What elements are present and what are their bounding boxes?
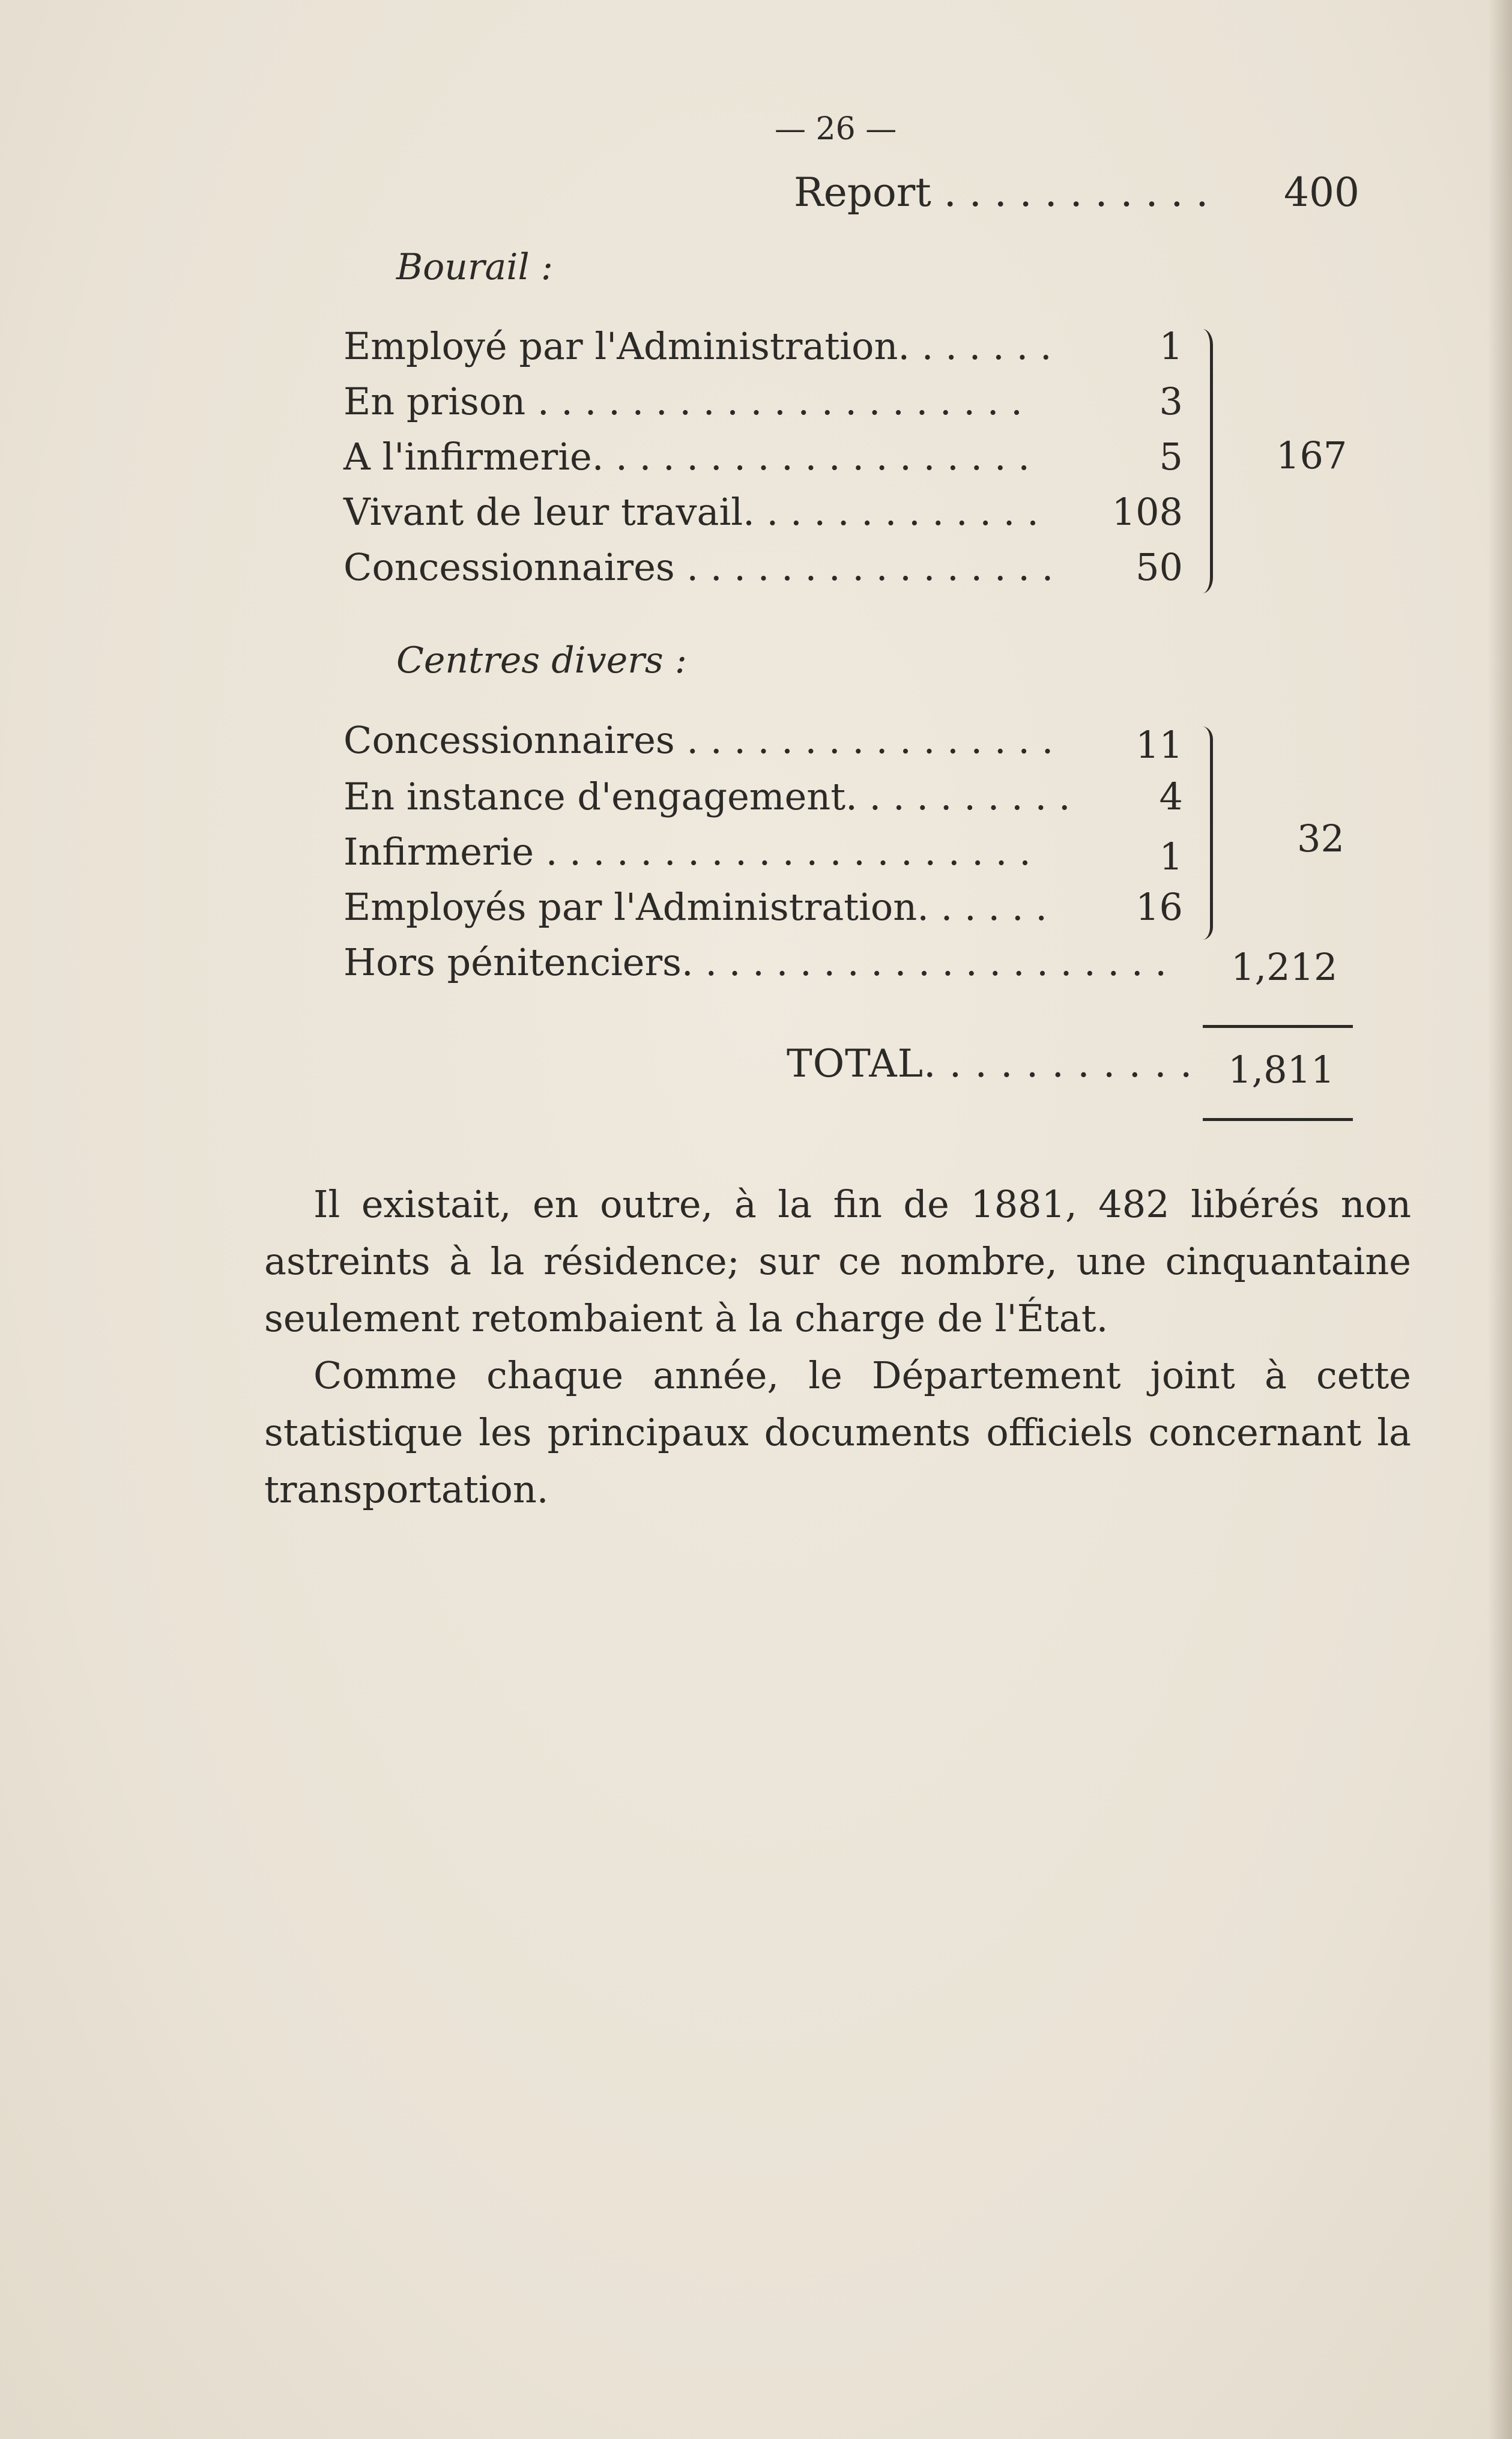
centres-brace [1192,727,1213,940]
centres-row-value: 16 [1136,885,1183,929]
total-rule-top [1203,1025,1353,1028]
centres-row-label: Infirmerie . . . . . . . . . . . . . . . . . . . . . [343,830,1031,874]
centres-row-label: Concessionnaires . . . . . . . . . . . . . . . . [343,718,1054,762]
bourail-row-value: 50 [1136,545,1183,589]
report-label: Report . . . . . . . . . . . [794,169,1209,216]
paragraph: Comme chaque année, le Département joint à cette statistique les principaux documents officiels concernant la transportation. [264,1353,1411,1511]
centres-row-value: 1 [1159,835,1183,878]
bourail-subtotal: 167 [1276,434,1347,477]
centres-row-label: Employés par l'Administration. . . . . . [343,885,1047,929]
bourail-row-label: En prison . . . . . . . . . . . . . . . . . . . . . [343,379,1023,423]
hors-label: Hors pénitenciers. . . . . . . . . . . . . . . . . . . . . [343,940,1167,984]
bourail-brace [1192,329,1213,593]
centres-row-value: 4 [1159,775,1183,818]
total-value: 1,811 [1228,1048,1335,1092]
bourail-title: Bourail : [396,246,553,288]
bourail-row-label: Employé par l'Administration. . . . . . . [343,324,1052,368]
total-label: TOTAL. . . . . . . . . . . [787,1042,1193,1086]
page-number: — 26 — [775,111,897,147]
centres-title: Centres divers : [396,639,687,682]
centres-row-label: En instance d'engagement. . . . . . . . . . [343,775,1071,818]
report-value: 400 [1284,169,1359,216]
bourail-row-value: 5 [1159,435,1183,479]
paragraph: Il existait, en outre, à la fin de 1881, 482 libérés non astreints à la résidence; sur ce nombre, une cinquantaine seulement retombaient à la charge de l'État. [264,1182,1411,1340]
bourail-row-label: Vivant de leur travail. . . . . . . . . . . . . [343,490,1039,534]
bourail-row-label: Concessionnaires . . . . . . . . . . . . . . . . [343,545,1054,589]
centres-row-value: 11 [1136,723,1183,767]
bourail-row-value: 3 [1159,379,1183,423]
centres-subtotal: 32 [1297,817,1344,860]
page-edge-shadow [1488,0,1512,2439]
bourail-row-value: 108 [1111,490,1183,534]
bourail-row-label: A l'infirmerie. . . . . . . . . . . . . . . . . . . [343,435,1030,479]
bourail-row-value: 1 [1159,324,1183,368]
hors-value: 1,212 [1231,945,1338,989]
total-rule-bottom [1203,1118,1353,1121]
